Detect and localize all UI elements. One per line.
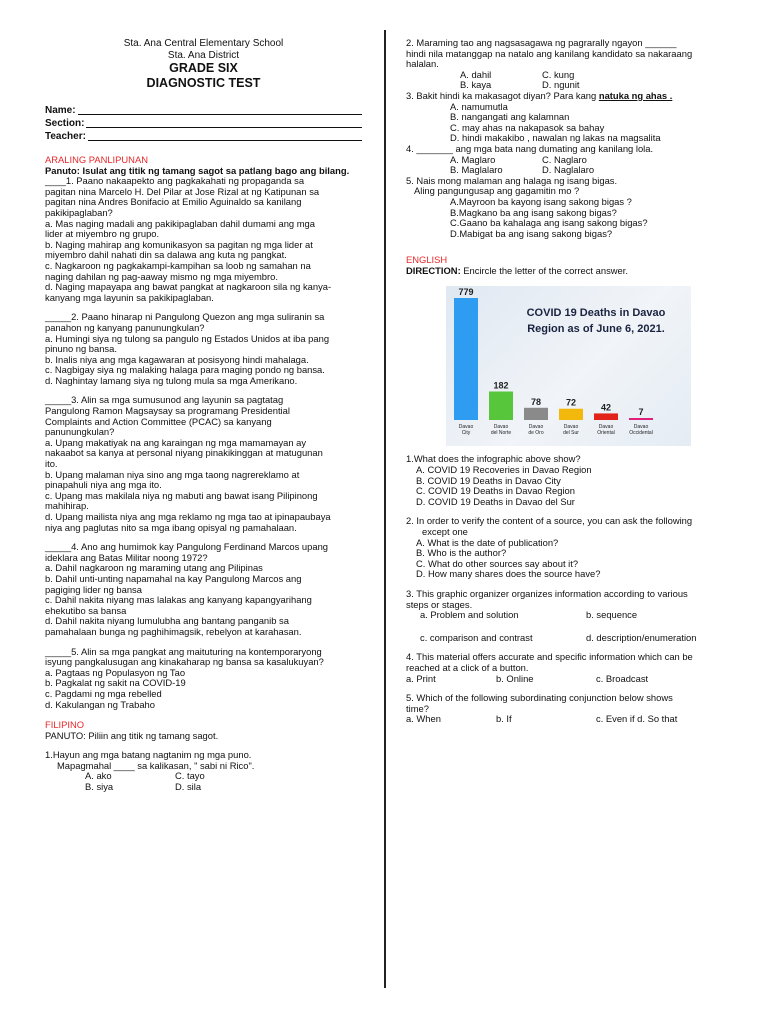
chart-bar-0 <box>454 298 478 420</box>
english-section-title: ENGLISH <box>406 254 448 266</box>
chart-value-label-2: 78 <box>530 397 542 408</box>
chart-category-label-5-1: Occidental <box>629 430 653 437</box>
fil-question-4: 4. _______ ang mga bata nang dumating ang kanilang lola. A. Maglaro C. Naglaro B. Maglalaro D. Naglalaro <box>406 142 654 176</box>
chart-svg <box>446 286 691 446</box>
fil-question-2: 2. Maraming tao ang nagsasagawa ng pagrarally ngayon ______ hindi nila matanggap na natalo ang kanilang kandidato sa nakaraang halalan. A. dahil C. kung B. kaya D. ngunit <box>406 37 693 91</box>
fil-question-3: 3. Bakit hindi ka makasagot diyan? Para kang natuka ng ahas . A. namumutla B. nangangati ang kalamnan C. may ahas na nakapasok sa bahay D. hindi makakibo , nawalan ng lakas na magsalita <box>406 89 673 144</box>
name-field[interactable]: Name: <box>45 104 362 117</box>
chart-bar-2 <box>524 408 548 420</box>
chart-value-label-0: 779 <box>458 287 474 298</box>
filipino-section-title: FILIPINO <box>45 719 85 731</box>
test-title: DIAGNOSTIC TEST <box>146 75 261 90</box>
chart-title-line-0: COVID 19 Deaths in Davao <box>526 307 666 320</box>
eng-question-1: 1.What does the infographic above show? A. COVID 19 Recoveries in Davao Region B. COVID 19 Deaths in Davao City C. COVID 19 Deaths in Davao Region D. COVID 19 Deaths in Davao del Sur <box>406 453 592 507</box>
teacher-field[interactable]: Teacher: <box>45 130 362 143</box>
ap-question-5: _____5. Alin sa mga pangkat ang maituturing na kontemporaryong isyung pangkalusugan ang kinakaharap ng bansa sa kasalukuyan? a. Pagtaas ng Populasyon ng Tao b. Pagkalat ng sakit na COVID-19 c. Pagdami ng mga rebelled d. Kakulangan ng Trabaho <box>45 645 324 710</box>
chart-bar-4 <box>594 414 618 421</box>
covid-deaths-chart <box>446 286 691 446</box>
chart-category-label-0-0: Davao <box>458 424 474 431</box>
chart-category-label-2-1: de Oro <box>528 430 544 437</box>
chart-category-label-2-0: Davao <box>528 424 544 431</box>
chart-category-label-5-0: Davao <box>633 424 649 431</box>
ap-question-4: _____4. Ano ang humimok kay Pangulong Ferdinand Marcos upang ideklara ang Batas Militar noong 1972? a. Dahil nagkaroon ng maraming utang ang Pilipinas b. Dahil unti-unting napamahal na kay Pangulong Marcos ang pagiging lider ng bansa c. Dahil nakita niyang mas lalakas ang kanyang kapangyarihang ehekutibo sa bansa d. Dahil nakita niyang lumulubha ang bantang panganib sa pamahalaan bunga ng paghihimagsik, rebelyon at karahasan. <box>45 541 329 637</box>
chart-category-label-3-1: del Sur <box>563 430 579 437</box>
fil-question-1: 1.Hayun ang mga batang nagtanim ng mga puno. Mapagmahal ____ sa kalikasan, " sabi ni Rico". A. ako C. tayo B. siya D. sila <box>45 749 255 793</box>
ap-question-3: _____3. Alin sa mga sumusunod ang layunin sa pagtatag Pangulong Ramon Magsaysay sa programang Presidential Complaints and Action Committee (PCAC) sa kanyang panunungkulan? a. Upang makatiyak na ang karaingan ng mga mamamayan ay nakaabot sa kanya at personal niyang pinakikinggan at matugunan ito. b. Upang malaman niya sino ang mga taong nagrereklamo at pinapahuli niya ang mga ito. c. Upang mas makilala niya ng mabuti ang bawat isang Pilipinong mahihirap. d. Upang mailista niya ang mga reklamo ng mga tao at ipinapaubaya niya ang paglutas nito sa mga ibang opisyal ng pamahalaan. <box>45 394 331 533</box>
chart-value-label-3: 72 <box>565 398 577 409</box>
district-name: Sta. Ana District <box>167 49 240 61</box>
eng-question-2: 2. In order to verify the content of a source, you can ask the following except one A. What is the date of publication? B. Who is the author? C. What do other sources say about it? D. How many shares does the source have? <box>406 515 693 580</box>
chart-category-label-0-1: City <box>461 430 471 437</box>
chart-value-label-5: 7 <box>638 407 644 418</box>
ap-instructions: Panuto: Isulat ang titik ng tamang sagot sa patlang bago ang bilang. <box>45 164 350 176</box>
left-column <box>0 0 384 793</box>
filipino-instructions: PANUTO: Piliin ang titik ng tamang sagot. <box>45 729 219 741</box>
chart-category-label-4-1: Oriental <box>597 430 615 437</box>
chart-category-label-1-0: Davao <box>493 424 509 431</box>
chart-category-label-1-1: del Norte <box>490 430 512 437</box>
section-field[interactable]: Section: <box>45 117 362 130</box>
eng-question-4: 4. This material offers accurate and specific information which can be reached at a click of a button. a. Print b. Online c. Broadcast <box>406 651 693 684</box>
eng-question-5: 5. Which of the following subordinating conjunction below shows time? a. When b. If c. Even if d. So that <box>406 692 678 725</box>
ap-question-2: _____2. Paano hinarap ni Pangulong Quezon ang mga suliranin sa panahon ng kanyang panunungkulan? a. Humingi siya ng tulong sa pangulo ng Estados Unidos at iba pang pinuno ng bansa. b. Inalis niya ang mga kagawaran at posisyong hindi mahalaga. c. Nagbigay siya ng malaking halaga para maging pondo ng bansa. d. Naghintay lamang siya ng tulong mula sa mga Amerikano. <box>45 311 330 386</box>
chart-category-label-4-0: Davao <box>598 424 614 431</box>
right-column <box>386 0 768 725</box>
ap-question-1: ____1. Paano nakaapekto ang pagkakahati ng propaganda sa pagitan nina Marcelo H. Del Pilar at Jose Rizal at ng Katipunan sa pagitan nina Andres Bonifacio at Emilio Aguinaldo sa kanilang pakikipaglaban? a. Mas naging madali ang pakikipaglaban dahil dumami ang mga lider at miyembro ng grupo. b. Naging mahirap ang komunikasyon sa pagitan ng mga lider at miyembro dahil nahati din sa dalawa ang kuta ng pangkat. c. Nagkaroon ng pagkakampi-kampihan sa loob ng samahan na naging dahilan ng pag-aaway mismo ng mga miyembro. d. Naging mapayapa ang bawat pangkat at nagkaroon sila ng kanya- kanyang mga layunin sa pakikipaglaban. <box>45 175 332 303</box>
school-name: Sta. Ana Central Elementary School <box>123 38 284 49</box>
chart-bar-3 <box>559 409 583 420</box>
fil-question-5: 5. Nais mong malaman ang halaga ng isang bigas. Aling pangungusap ang gagamitin mo ? A.Mayroon ba kayong isang sakong bigas ? B.Magkano ba ang isang sakong bigas? C.Gaano ba kahalaga ang isang sakong bigas? D.Mabigat ba ang isang sakong bigas? <box>406 174 648 239</box>
chart-value-label-1: 182 <box>493 380 509 391</box>
chart-bar-5 <box>629 418 653 420</box>
english-direction: DIRECTION: Encircle the letter of the correct answer. <box>406 264 628 276</box>
eng-question-3: 3. This graphic organizer organizes information according to various steps or stages. a. Problem and solution b. sequence c. comparison and contrast d. description/enumeration <box>406 588 697 643</box>
grade-title: GRADE SIX <box>169 61 238 75</box>
chart-category-label-3-0: Davao <box>563 424 579 431</box>
ap-section-title: ARALING PANLIPUNAN <box>45 154 148 165</box>
chart-bar-1 <box>489 392 513 421</box>
chart-value-label-4: 42 <box>600 402 612 413</box>
chart-title-line-1: Region as of June 6, 2021. <box>527 323 665 336</box>
